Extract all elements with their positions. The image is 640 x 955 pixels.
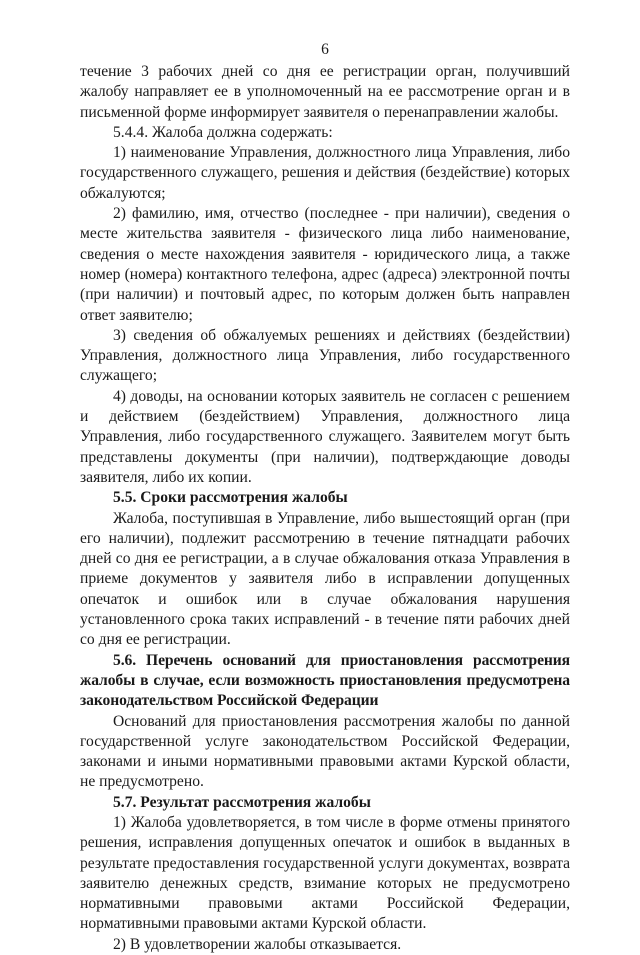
- document-page: [80, 40, 570, 955]
- paragraph-5-5-body: Жалоба, поступившая в Управление, либо вышестоящий орган (при его наличии), подлежит рассмотрению в течение пятнадцати рабочих дней со дня ее регистрации, а в случае обжалования отказа Управления в приеме документов у заявителя либо в исправлении допущенных опечаток и ошибок или в случае обжалования нарушения установленного срока таких исправлений - в течение пяти рабочих дней со дня ее регистрации.: [80, 509, 570, 649]
- paragraph-5-7-item-1: 1) Жалоба удовлетворяется, в том числе в форме отмены принятого решения, исправления допущенных опечаток и ошибок в выданных в результате предоставления государственной услуги документах, возврата заявителю денежных средств, взимание которых не предусмотрено нормативными правовыми актами Российской Федерации, нормативными правовыми актами Курской области.: [80, 813, 570, 933]
- heading-5-5: 5.5. Сроки рассмотрения жалобы: [113, 489, 348, 507]
- paragraph-item-3: 3) сведения об обжалуемых решениях и действиях (бездействии) Управления, должностного лица Управления, либо государственного служащего;: [80, 326, 570, 385]
- paragraph-5-4-4: 5.4.4. Жалоба должна содержать:: [113, 123, 333, 141]
- paragraph-item-4: 4) доводы, на основании которых заявитель не согласен с решением и действием (бездействием) Управления, должностного лица Управления, либо государственного служащего. Заявителем могут быть представлены документы (при наличии), подтверждающие доводы заявителя, либо их копии.: [80, 387, 570, 486]
- heading-5-7: 5.7. Результат рассмотрения жалобы: [113, 793, 371, 811]
- page-number: 6: [321, 41, 329, 58]
- paragraph-continuation: течение 3 рабочих дней со дня ее регистрации орган, получивший жалобу направляет ее в уполномоченный на ее рассмотрение орган и в письменной форме информирует заявителя о перенаправлении жалобы.: [80, 63, 570, 121]
- paragraph-5-7-item-2: 2) В удовлетворении жалобы отказывается.: [113, 935, 402, 953]
- paragraph-item-2: 2) фамилию, имя, отчество (последнее - при наличии), сведения о месте жительства заявителя - физического лица либо наименование, сведения о месте нахождения заявителя - юридического лица, а также номер (номера) контактного телефона, адрес (адреса) электронной почты (при наличии) и почтовый адрес, по которым должен быть направлен ответ заявителю;: [80, 205, 570, 324]
- paragraph-5-6-body: Оснований для приостановления рассмотрения жалобы по данной государственной услуге законодательством Российской Федерации, законами и иными нормативными правовыми актами Курской области, не предусмотрено.: [80, 712, 570, 791]
- paragraph-item-1: 1) наименование Управления, должностного лица Управления, либо государственного служащего, решения и действия (бездействие) которых обжалуются;: [80, 144, 570, 202]
- heading-5-6: 5.6. Перечень оснований для приостановления рассмотрения жалобы в случае, если возможность приостановления предусмотрена законодательством Российской Федерации: [80, 651, 570, 710]
